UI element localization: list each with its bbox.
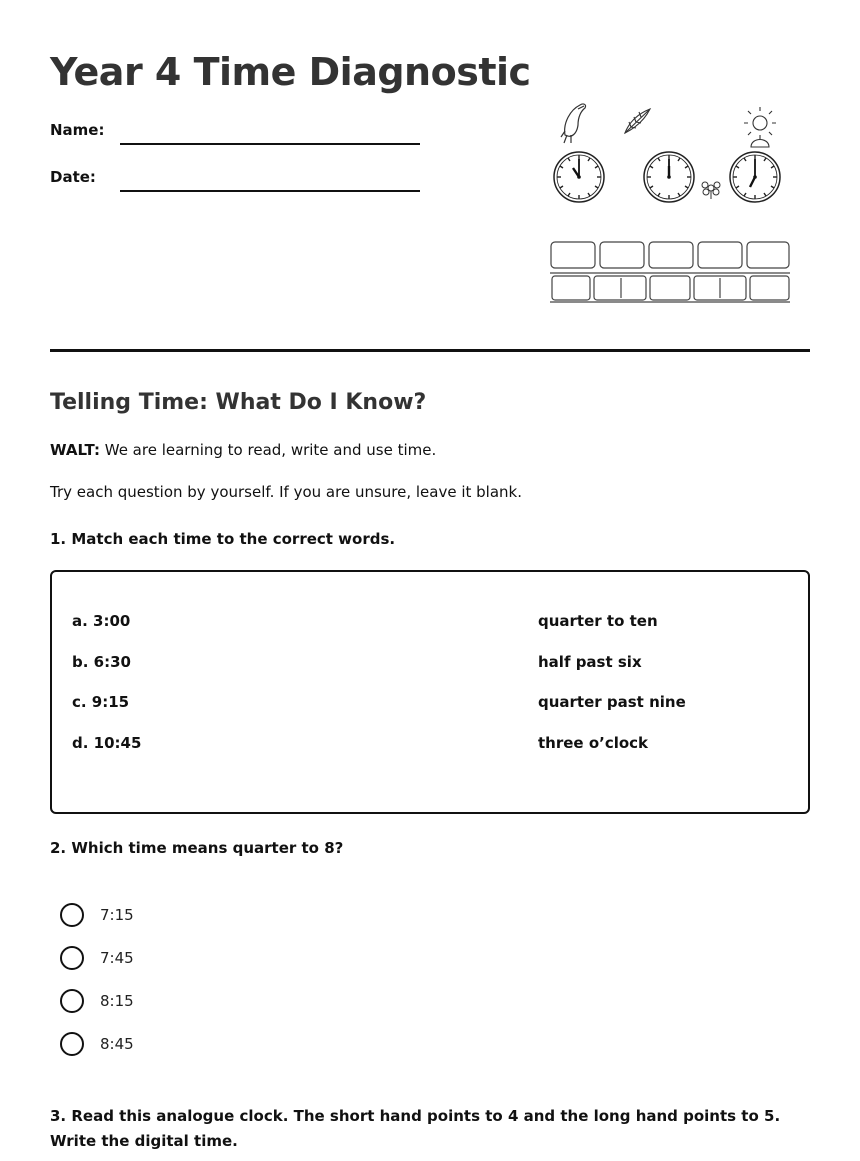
clock-icon xyxy=(644,152,694,202)
blank-time-boxes xyxy=(550,242,790,302)
option-8-15[interactable] xyxy=(60,988,134,1014)
word-item[interactable]: quarter past nine xyxy=(538,693,686,711)
flower-icon xyxy=(702,182,720,199)
clock-icon xyxy=(730,152,780,202)
option-8-45[interactable] xyxy=(60,1031,134,1057)
radio-button[interactable] xyxy=(60,903,84,927)
divider xyxy=(50,349,810,352)
radio-button[interactable] xyxy=(60,989,84,1013)
word-item[interactable]: half past six xyxy=(538,653,642,671)
option-label: 7:15 xyxy=(100,906,134,924)
section-title: Telling Time: What Do I Know? xyxy=(50,390,427,415)
walt-text: We are learning to read, write and use time. xyxy=(99,441,437,459)
walt-statement xyxy=(50,441,436,459)
option-7-15[interactable] xyxy=(60,902,134,928)
question-1-prompt: 1. Match each time to the correct words. xyxy=(50,530,396,548)
walt-label: WALT: xyxy=(50,441,100,459)
radio-button[interactable] xyxy=(60,946,84,970)
question-3-prompt: 3. Read this analogue clock. The short hand points to 4 and the long hand points to 5. Write the digital time. xyxy=(50,1107,781,1150)
option-7-45[interactable] xyxy=(60,945,134,971)
time-item[interactable]: a. 3:00 xyxy=(72,612,131,630)
time-item[interactable]: d. 10:45 xyxy=(72,734,142,752)
word-item[interactable]: three o’clock xyxy=(538,734,649,752)
name-field[interactable] xyxy=(120,143,420,145)
radio-button[interactable] xyxy=(60,1032,84,1056)
clock-icon xyxy=(554,152,604,202)
option-label: 7:45 xyxy=(100,949,134,967)
sun-bell-icon xyxy=(744,107,776,147)
clocks-illustration xyxy=(545,95,795,310)
word-item[interactable]: quarter to ten xyxy=(538,612,658,630)
question-2-prompt: 2. Which time means quarter to 8? xyxy=(50,839,344,857)
date-field[interactable] xyxy=(120,190,420,192)
time-item[interactable]: b. 6:30 xyxy=(72,653,131,671)
leaf-icon xyxy=(625,109,650,133)
bird-icon xyxy=(561,104,586,143)
name-label: Name: xyxy=(50,121,105,139)
option-label: 8:15 xyxy=(100,992,134,1010)
time-item[interactable]: c. 9:15 xyxy=(72,693,130,711)
instructions: Try each question by yourself. If you are unsure, leave it blank. xyxy=(50,483,523,501)
date-label: Date: xyxy=(50,168,96,186)
page-title: Year 4 Time Diagnostic xyxy=(50,50,531,94)
matching-box xyxy=(50,570,810,814)
option-label: 8:45 xyxy=(100,1035,134,1053)
